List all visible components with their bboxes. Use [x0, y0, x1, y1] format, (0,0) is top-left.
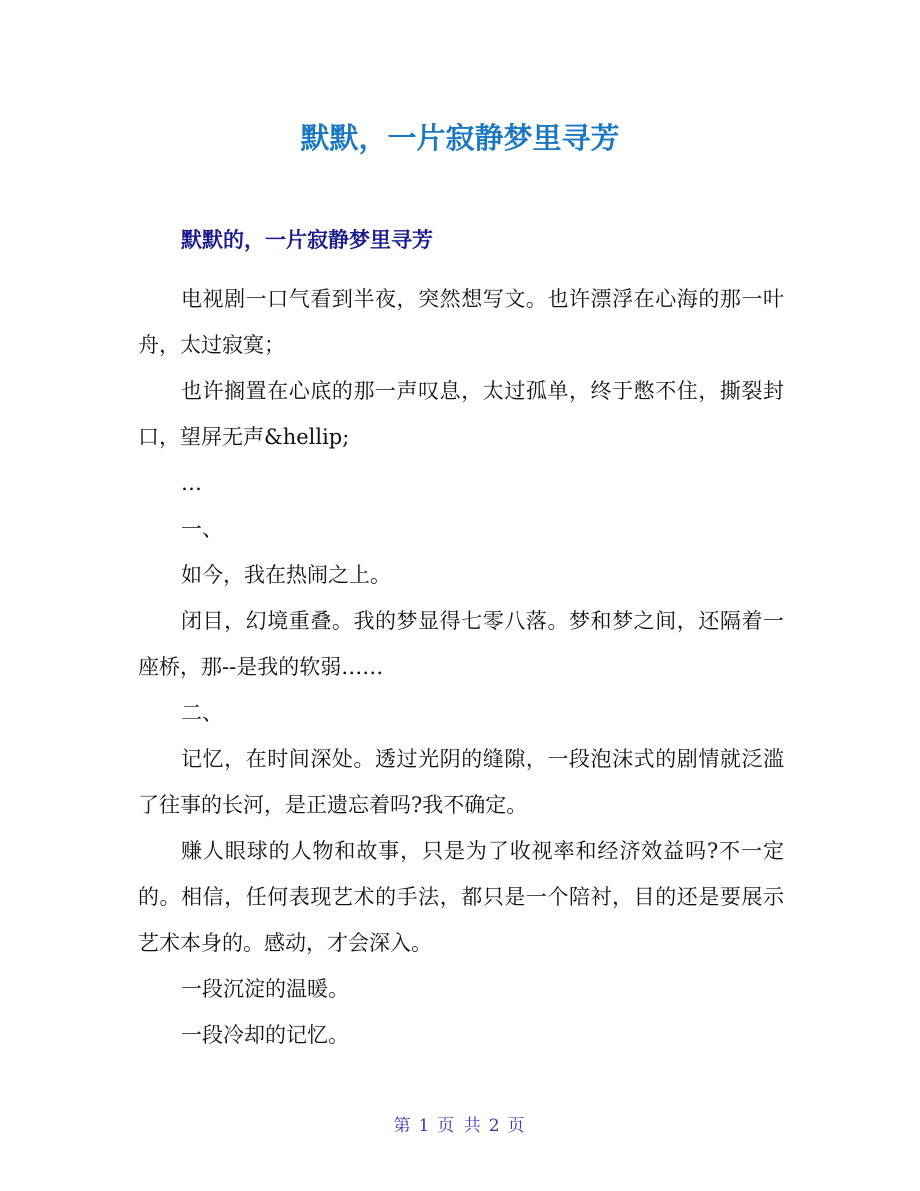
- document-body: [138, 276, 784, 1058]
- document-subtitle: 默默的，一片寂静梦里寻芳: [181, 228, 433, 252]
- footer-prefix: 第: [393, 1116, 413, 1136]
- section-heading: 二、: [181, 701, 223, 725]
- paragraph: 闭目，幻境重叠。我的梦显得七零八落。梦和梦之间，还隔着一座桥，那--是我的软弱……: [138, 609, 784, 679]
- page-footer: [0, 1112, 920, 1140]
- paragraph: 记忆，在时间深处。透过光阴的缝隙，一段泡沫式的剧情就泛滥了往事的长河，是正遗忘着吗?我不确定。: [138, 747, 784, 817]
- paragraph: 一段冷却的记忆。: [181, 1023, 349, 1047]
- section-heading: 一、: [181, 517, 223, 541]
- paragraph: 电视剧一口气看到半夜，突然想写文。也许漂浮在心海的那一叶舟，太过寂寞；: [138, 287, 784, 357]
- paragraph: …: [181, 471, 202, 495]
- paragraph: 如今，我在热闹之上。: [181, 563, 391, 587]
- total-pages-number: 2: [488, 1116, 502, 1136]
- paragraph: 也许搁置在心底的那一声叹息，太过孤单，终于憋不住，撕裂封口，望屏无声&hellip;: [138, 379, 784, 449]
- footer-suffix: 页: [507, 1116, 527, 1136]
- document-title: 默默，一片寂静梦里寻芳: [300, 121, 620, 155]
- paragraph: 赚人眼球的人物和故事，只是为了收视率和经济效益吗?不一定的。相信，任何表现艺术的手法，都只是一个陪衬，目的还是要展示艺术本身的。感动，才会深入。: [138, 839, 784, 955]
- current-page-number: 1: [418, 1116, 432, 1136]
- paragraph: 一段沉淀的温暖。: [181, 977, 349, 1001]
- footer-middle: 页 共: [437, 1116, 483, 1136]
